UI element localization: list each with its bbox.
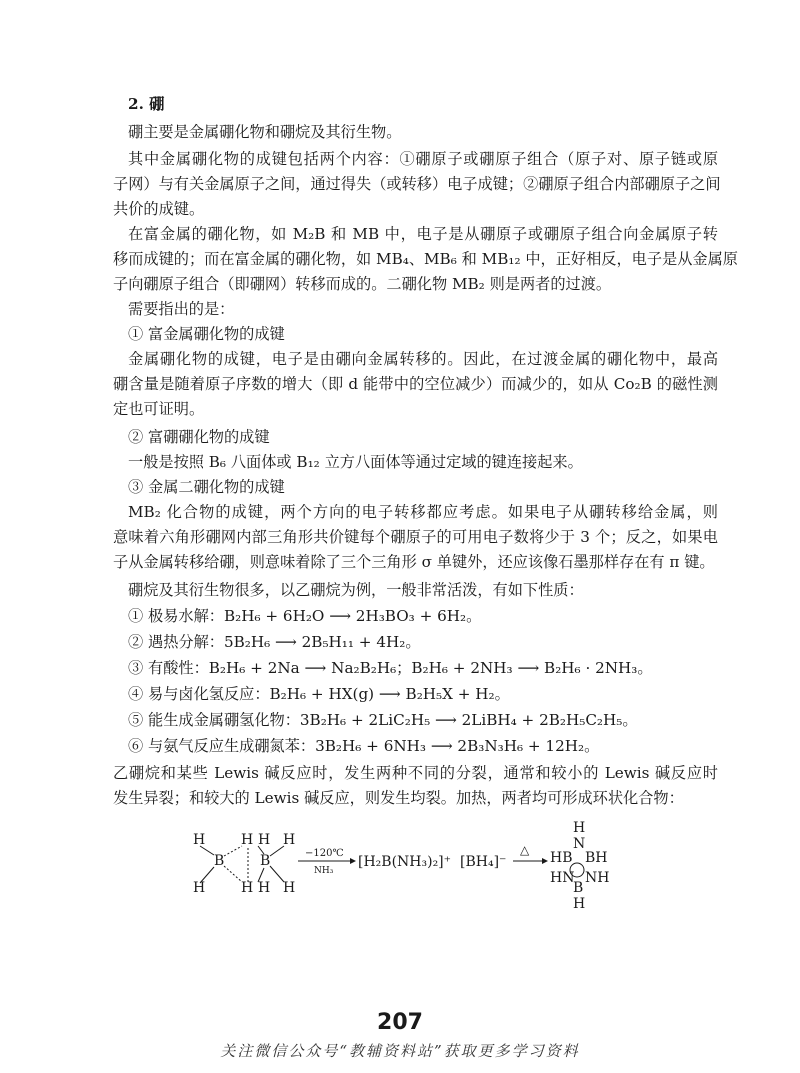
condition-bottom: NH₃ (314, 866, 334, 876)
atom-h: H (283, 880, 296, 896)
paragraph-line: 意味着六角形硼网内部三角形共价键每个硼原子的可用电子数将少于 3 个；反之，如果电 (113, 528, 718, 546)
paragraph-line: 子网）与有关金属原子之间，通过得失（或转移）电子成键；②硼原子组合内部硼原子之间 (113, 175, 721, 193)
bridge-bond (224, 866, 242, 882)
reaction-line: ④ 易与卤化氢反应：B₂H₆ + HX(g) ⟶ B₂H₅X + H₂。 (128, 685, 510, 703)
paragraph-line: 硼含量是随着原子序数的增大（即 d 能带中的空位减少）而减少的，如从 Co₂B 的磁性测 (113, 375, 718, 393)
paragraph-line: 金属硼化物的成键，电子是由硼向金属转移的。因此，在过渡金属的硼化物中，最高 (128, 350, 718, 368)
footer-note: 关注微信公众号“教辅资料站”获取更多学习资料 (220, 1042, 580, 1060)
paragraph-line: 在富金属的硼化物，如 M₂B 和 MB 中，电子是从硼原子或硼原子组合向金属原子转 (128, 225, 718, 243)
reaction-arrow-2 (513, 843, 548, 864)
product-cation: [H₂B(NH₃)₂]⁺ (358, 854, 452, 870)
reaction-line: ⑥ 与氨气反应生成硼氮苯：3B₂H₆ + 6NH₃ ⟶ 2B₃N₃H₆ + 12H₂。 (128, 737, 600, 755)
paragraph-line: 硼烷及其衍生物很多，以乙硼烷为例，一般非常活泼，有如下性质： (128, 581, 584, 599)
paragraph-line: 子从金属转移给硼，则意味着除了三个三角形 σ 单键外，还应该像石墨那样存在有 π 键。 (113, 553, 715, 571)
ring-bh: BH (585, 850, 608, 866)
ring-hb: HB (550, 850, 573, 866)
reaction-line: ① 极易水解：B₂H₆ + 6H₂O ⟶ 2H₃BO₃ + 6H₂。 (128, 607, 482, 625)
reaction-line: ② 遇热分解：5B₂H₆ ⟶ 2B₅H₁₁ + 4H₂。 (128, 633, 421, 651)
bond-line (270, 846, 284, 856)
paragraph-line: 发生异裂；和较大的 Lewis 碱反应，则发生均裂。加热，两者均可形成环状化合物： (113, 789, 684, 807)
list-heading: ② 富硼硼化物的成键 (128, 428, 270, 446)
atom-h: H (258, 880, 271, 896)
bond-line (200, 867, 214, 883)
list-heading: ① 富金属硼化物的成键 (128, 325, 285, 343)
ring-nh: NH (585, 870, 610, 886)
atom-h: H (241, 880, 254, 896)
atom-h: H (241, 832, 254, 848)
paragraph-line: 其中金属硼化物的成键包括两个内容：①硼原子或硼原子组合（原子对、原子链或原 (128, 150, 718, 168)
atom-h: H (193, 880, 206, 896)
atom-n: N (573, 836, 586, 852)
paragraph-line: 需要指出的是： (128, 300, 235, 318)
paragraph-line: 共价的成键。 (113, 200, 205, 218)
paragraph-line: 子向硼原子组合（即硼网）转移而成的。二硼化物 MB₂ 则是两者的过渡。 (113, 275, 612, 293)
reaction-line: ⑤ 能生成金属硼氢化物：3B₂H₆ + 2LiC₂H₅ ⟶ 2LiBH₄ + 2B₂H₅C₂H₅。 (128, 711, 638, 729)
ring-hn: HN (550, 870, 575, 886)
paragraph-line: MB₂ 化合物的成键，两个方向的电子转移都应考虑。如果电子从硼转移给金属，则 (128, 503, 718, 521)
atom-h: H (573, 820, 586, 836)
atom-h: H (573, 896, 586, 910)
section-heading: 2. 硼 (128, 95, 165, 113)
atom-h: H (258, 832, 271, 848)
page-number: 207 (377, 1010, 423, 1035)
bond-line (270, 866, 284, 882)
atom-h: H (193, 832, 206, 848)
atom-b: B (214, 853, 225, 869)
paragraph-line: 一般是按照 B₆ 八面体或 B₁₂ 立方八面体等通过定域的键连接起来。 (128, 453, 583, 471)
reaction-line: ③ 有酸性：B₂H₆ + 2Na ⟶ Na₂B₂H₆；B₂H₆ + 2NH₃ ⟶ B₂H₆ · 2NH₃。 (128, 659, 653, 677)
paragraph-line: 定也可证明。 (113, 400, 205, 418)
paragraph-line: 硼主要是金属硼化物和硼烷及其衍生物。 (128, 123, 402, 141)
diborane-structure (193, 832, 295, 896)
borazine-structure (550, 820, 609, 910)
bridge-bond (224, 846, 242, 856)
heat-symbol: △ (520, 843, 530, 857)
product-anion: [BH₄]⁻ (460, 854, 507, 870)
bond-line (200, 846, 214, 855)
atom-h: H (283, 832, 296, 848)
paragraph-line: 乙硼烷和某些 Lewis 碱反应时，发生两种不同的分裂，通常和较小的 Lewis 碱反应时 (113, 764, 718, 782)
paragraph-line: 移而成键的；而在富金属的硼化物，如 MB₄、MB₆ 和 MB₁₂ 中，正好相反，电子是从金属原 (113, 250, 738, 268)
condition-top: −120℃ (305, 848, 344, 859)
atom-b: B (573, 880, 584, 896)
reaction-arrow-1 (298, 848, 356, 876)
reaction-diagram (180, 820, 640, 910)
list-heading: ③ 金属二硼化物的成键 (128, 478, 285, 496)
atom-b: B (260, 853, 271, 869)
